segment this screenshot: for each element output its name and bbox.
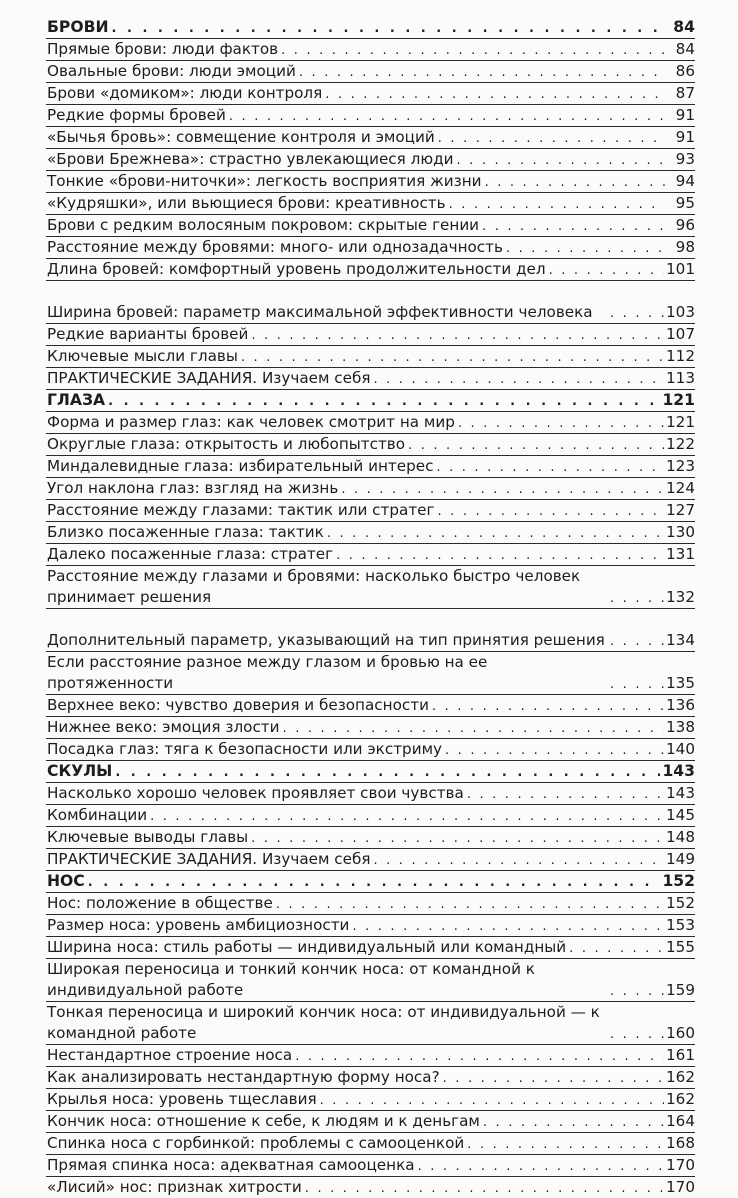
toc-entry-page: 162 [666,1068,695,1086]
toc-entry [46,739,695,761]
toc-entry-title: Крылья носа: уровень тщеславия [46,1089,320,1110]
toc-entry-page: 161 [666,1046,695,1064]
toc-entry-page: 170 [666,1178,695,1196]
toc-entry-page: 136 [666,696,695,714]
toc-leader-dots [438,502,665,521]
toc-entry-page: 134 [666,631,695,649]
toc-leader-dots [115,763,660,782]
toc-entry-page: 122 [666,435,695,453]
toc-entry [46,827,695,849]
toc-section-heading [46,871,695,893]
toc-entry-page: 112 [666,347,695,365]
toc-entry-page: 130 [666,523,695,541]
toc-entry-title: Прямые брови: люди фактов [46,39,281,60]
toc-leader-dots [88,873,661,892]
toc-entry-title: Расстояние между бровями: много- или однозадачность [46,237,506,258]
toc-leader-dots [482,217,665,236]
toc-entry-page: 91 [665,105,695,126]
toc-entry-title: Широкая переносица и тонкий кончик носа: от командной к индивидуальной работе [46,959,610,1001]
toc-entry-page: 103 [666,303,695,321]
toc-entry-page: 155 [666,938,695,956]
toc-leader-dots [610,589,664,608]
toc-leader-dots [320,1091,664,1110]
toc-entry-title: Нестандартное строение носа [46,1045,295,1066]
toc-entry [46,915,695,937]
toc-entry-page: 143 [662,762,695,780]
toc-entry [46,1045,695,1067]
toc-leader-dots [241,348,664,367]
toc-entry-page: 148 [666,828,695,846]
toc-leader-dots [610,632,664,651]
toc-leader-dots [445,741,664,760]
toc-entry [46,193,695,215]
toc-leader-dots [549,261,664,280]
toc-leader-dots [295,1047,664,1066]
toc-entry-page: 160 [666,1024,695,1042]
toc-leader-dots [610,1025,664,1044]
toc-entry-page: 135 [666,674,695,692]
toc-entry-page: 84 [665,39,695,60]
toc-leader-dots [305,1179,664,1198]
toc-entry-page: 93 [665,149,695,170]
toc-entry [46,368,695,390]
toc-entry-page: 96 [665,215,695,236]
toc-entry-page: 123 [666,457,695,475]
toc-leader-dots [327,524,664,543]
toc-entry-title: ГЛАЗА [46,390,108,411]
toc-entry [46,1155,695,1177]
toc-entry [46,544,695,566]
toc-leader-dots [610,675,664,694]
toc-entry-title: Далеко посаженные глаза: стратег [46,544,336,565]
toc-entry [46,105,695,127]
toc-entry [46,609,695,652]
toc-entry-title: Размер носа: уровень амбициозности [46,915,352,936]
toc-entry-page: 131 [666,545,695,563]
toc-leader-dots [408,436,664,455]
toc-entry-page: 127 [666,501,695,519]
toc-entry [46,652,695,695]
toc-entry-page: 153 [666,916,695,934]
toc-entry [46,959,695,1002]
toc-leader-dots [449,195,665,214]
toc-entry [46,717,695,739]
toc-leader-dots [610,982,664,1001]
toc-entry-title: «Бычья бровь»: совмещение контроля и эмоций [46,127,438,148]
toc-leader-dots [458,414,664,433]
toc-entry-page: 143 [666,784,695,802]
toc-leader-dots [112,19,665,38]
toc-entry [46,1133,695,1155]
toc-entry-title: БРОВИ [46,17,112,38]
toc-entry-page: 145 [666,806,695,824]
toc-entry-page: 124 [666,479,695,497]
toc-leader-dots [276,895,664,914]
toc-leader-dots [483,1113,664,1132]
toc-entry-title: ПРАКТИЧЕСКИЕ ЗАДАНИЯ. Изучаем себя [46,849,373,870]
toc-leader-dots [283,719,664,738]
toc-entry [46,783,695,805]
toc-entry-page: 107 [666,325,695,343]
toc-entry-title: Нос: положение в обществе [46,893,276,914]
toc-entry-title: Длина бровей: комфортный уровень продолжительности дел [46,259,549,280]
toc-entry-title: Ширина бровей: параметр максимальной эффективности человека [46,302,610,323]
toc-entry-page: 94 [665,171,695,192]
toc-entry-page: 152 [662,872,695,890]
toc-entry-title: Нижнее веко: эмоция злости [46,717,283,738]
table-of-contents [46,17,695,1198]
toc-leader-dots [229,107,665,126]
toc-leader-dots [325,85,665,104]
toc-entry [46,215,695,237]
toc-entry-title: «Лисий» нос: признак хитрости [46,1177,305,1198]
toc-entry-title: «Кудряшки», или вьющиеся брови: креативность [46,193,449,214]
toc-entry-title: Тонкие «брови-ниточки»: легкость восприятия жизни [46,171,485,192]
toc-entry-title: «Брови Брежнева»: страстно увлекающиеся люди [46,149,457,170]
toc-entry-page: 91 [665,127,695,148]
toc-entry-title: Тонкая переносица и широкий кончик носа: от индивидуальной — к командной работе [46,1002,610,1044]
toc-entry-title: Дополнительный параметр, указывающий на тип принятия решения [46,630,610,651]
toc-leader-dots [457,151,666,170]
toc-entry [46,456,695,478]
toc-entry-page: 159 [666,981,695,999]
toc-entry [46,127,695,149]
toc-entry-title: Расстояние между глазами: тактик или стратег [46,500,438,521]
toc-leader-dots [485,173,665,192]
toc-entry-page: 87 [665,83,695,104]
toc-entry-page: 162 [666,1090,695,1108]
toc-entry-page: 121 [666,413,695,431]
toc-entry-title: Близко посаженные глаза: тактик [46,522,327,543]
toc-entry [46,1177,695,1198]
toc-leader-dots [610,304,664,323]
toc-entry [46,281,695,324]
toc-entry-page: 140 [666,740,695,758]
toc-entry [46,259,695,281]
toc-entry [46,566,695,609]
toc-entry [46,324,695,346]
toc-leader-dots [569,939,664,958]
toc-entry [46,478,695,500]
toc-entry [46,695,695,717]
toc-entry-page: 138 [666,718,695,736]
toc-leader-dots [438,129,665,148]
toc-entry-title: Верхнее веко: чувство доверия и безопасности [46,695,432,716]
toc-entry [46,346,695,368]
toc-leader-dots [108,392,660,411]
toc-leader-dots [352,917,664,936]
toc-entry-title: Как анализировать нестандартную форму носа? [46,1067,443,1088]
toc-entry [46,171,695,193]
toc-leader-dots [150,807,664,826]
toc-entry [46,1002,695,1045]
toc-entry-title: Посадка глаз: тяга к безопасности или экстриму [46,739,445,760]
toc-entry-title: Насколько хорошо человек проявляет свои чувства [46,783,467,804]
toc-entry [46,522,695,544]
toc-leader-dots [432,697,664,716]
toc-entry-title: Ширина носа: стиль работы — индивидуальный или командный [46,937,569,958]
toc-entry [46,1067,695,1089]
toc-entry-page: 170 [666,1156,695,1174]
toc-entry [46,412,695,434]
toc-entry-title: Брови с редким волосяным покровом: скрытые гении [46,215,482,236]
toc-entry-title: Прямая спинка носа: адекватная самооценка [46,1155,418,1176]
toc-leader-dots [506,239,665,258]
toc-entry-page: 164 [666,1112,695,1130]
toc-entry-title: Редкие формы бровей [46,105,229,126]
toc-entry [46,237,695,259]
toc-entry-page: 86 [665,61,695,82]
toc-entry-title: Брови «домиком»: люди контроля [46,83,325,104]
toc-entry-title: Если расстояние разное между глазом и бровью на ее протяженности [46,652,610,694]
toc-entry [46,39,695,61]
toc-entry-title: СКУЛЫ [46,761,115,782]
toc-entry-page: 84 [665,17,695,38]
toc-entry-title: Овальные брови: люди эмоций [46,61,299,82]
toc-entry [46,1089,695,1111]
toc-entry-page: 101 [666,260,695,278]
toc-entry-title: Ключевые мысли главы [46,346,241,367]
toc-entry-page: 95 [665,193,695,214]
toc-entry-title: Кончик носа: отношение к себе, к людям и к деньгам [46,1111,483,1132]
toc-entry [46,434,695,456]
toc-entry [46,149,695,171]
toc-entry-page: 98 [665,237,695,258]
toc-entry-page: 168 [666,1134,695,1152]
toc-entry-title: Миндалевидные глаза: избирательный интерес [46,456,436,477]
toc-entry-page: 152 [666,894,695,912]
toc-entry [46,61,695,83]
toc-leader-dots [373,370,664,389]
toc-leader-dots [436,458,664,477]
toc-leader-dots [281,41,665,60]
toc-entry-title: Расстояние между глазами и бровями: насколько быстро человек принимает решения [46,566,610,608]
toc-entry [46,1111,695,1133]
toc-entry-title: Форма и размер глаз: как человек смотрит на мир [46,412,458,433]
toc-entry [46,500,695,522]
toc-leader-dots [418,1157,664,1176]
toc-entry [46,937,695,959]
toc-entry-title: НОС [46,871,88,892]
toc-entry-page: 132 [666,588,695,606]
toc-entry [46,893,695,915]
toc-entry-title: Ключевые выводы главы [46,827,251,848]
toc-entry-page: 121 [662,391,695,409]
toc-leader-dots [251,829,664,848]
toc-leader-dots [341,480,664,499]
toc-leader-dots [251,326,664,345]
toc-leader-dots [467,785,664,804]
toc-section-heading [46,390,695,412]
toc-entry-page: 113 [666,369,695,387]
toc-section-heading [46,17,695,39]
toc-leader-dots [443,1069,664,1088]
toc-section-heading [46,761,695,783]
toc-leader-dots [373,851,664,870]
toc-entry-page: 149 [666,850,695,868]
toc-entry [46,849,695,871]
toc-entry [46,83,695,105]
toc-entry-title: Комбинации [46,805,150,826]
toc-leader-dots [467,1135,664,1154]
toc-leader-dots [336,546,664,565]
toc-leader-dots [299,63,665,82]
toc-entry-title: Угол наклона глаз: взгляд на жизнь [46,478,341,499]
toc-entry-title: ПРАКТИЧЕСКИЕ ЗАДАНИЯ. Изучаем себя [46,368,373,389]
toc-entry [46,805,695,827]
toc-entry-title: Редкие варианты бровей [46,324,251,345]
toc-entry-title: Округлые глаза: открытость и любопытство [46,434,408,455]
toc-entry-title: Спинка носа с горбинкой: проблемы с самооценкой [46,1133,467,1154]
